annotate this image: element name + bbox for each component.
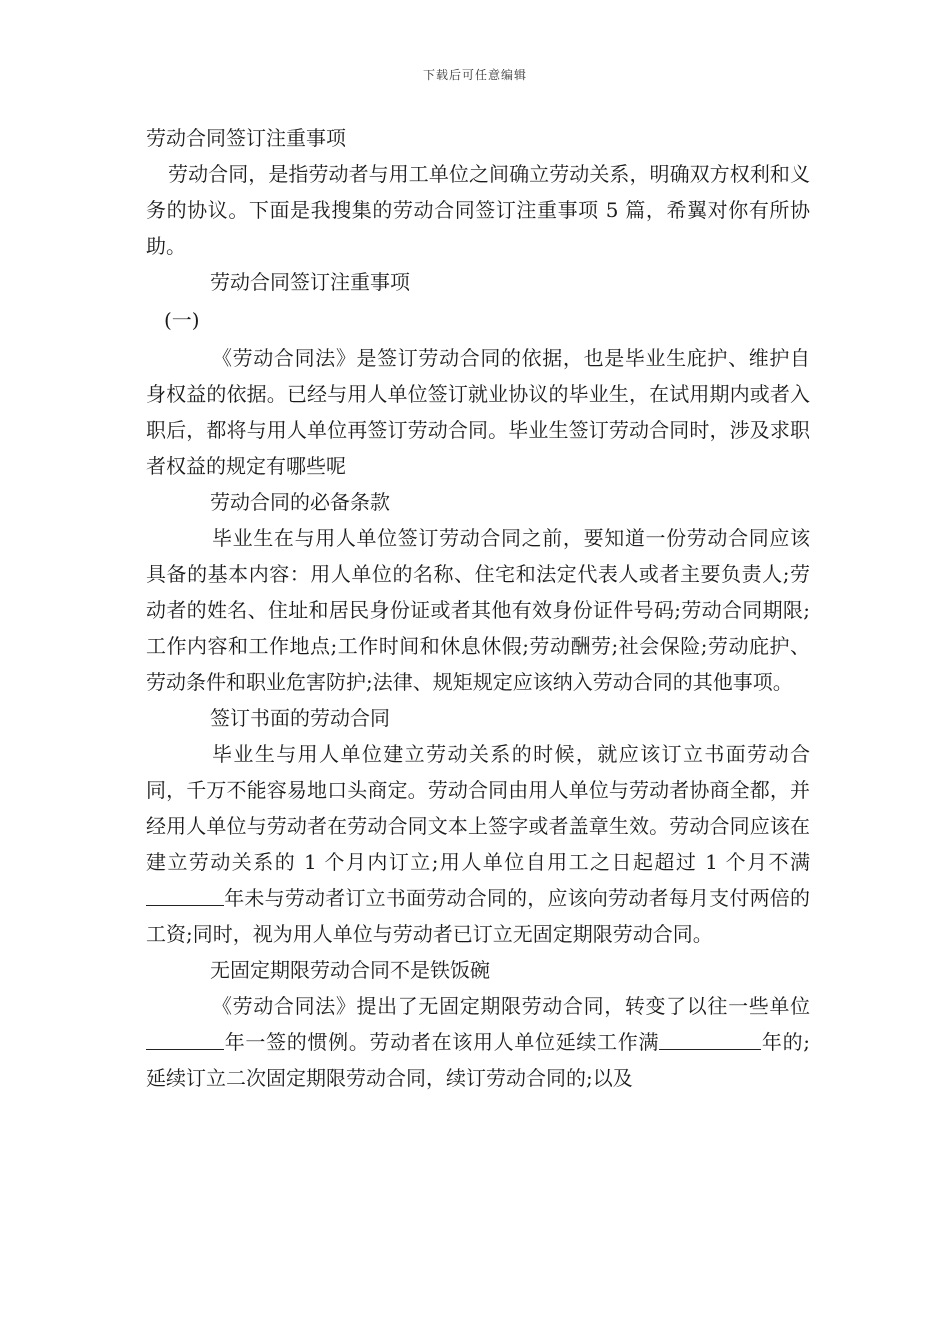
- paragraph-open-ended-contract: [146, 988, 810, 1096]
- heading-open-ended-contract: 无固定期限劳动合同不是铁饭碗: [210, 958, 490, 982]
- fill-in-blank: [709, 1029, 761, 1050]
- paragraph-written-contract: [146, 736, 810, 952]
- fill-in-blank: [659, 1029, 709, 1050]
- paragraph-mandatory-clauses: 毕业生在与用人单位签订劳动合同之前，要知道一份劳动合同应该具备的基本内容：用人单位的名称、住宅和法定代表人或者主要负责人;劳动者的姓名、住址和居民身份证或者其他有效身份证件号码;劳动合同期限;工作内容和工作地点;工作时间和休息休假;劳动酬劳;社会保险;劳动庇护、劳动条件和职业危害防护;法律、规矩规定应该纳入劳动合同的其他事项。: [146, 526, 810, 694]
- paragraph-legal-basis: 《劳动合同法》是签订劳动合同的依据，也是毕业生庇护、维护自身权益的依据。已经与用人单位签订就业协议的毕业生，在试用期内或者入职后，都将与用人单位再签订劳动合同。毕业生签订劳动合同时，涉及求职者权益的规定有哪些呢: [146, 346, 810, 478]
- section-marker: (一): [164, 308, 200, 332]
- heading-mandatory-clauses: 劳动合同的必备条款: [210, 490, 390, 514]
- document-body: [146, 120, 810, 1096]
- header-note: 下载后可任意编辑: [422, 68, 527, 82]
- paragraph-written-contract-part1: 毕业生与用人单位建立劳动关系的时候，就应该订立书面劳动合同，千万不能容易地口头商定。劳动合同由用人单位与劳动者协商全都，并经用人单位与劳动者在劳动合同文本上签字或者盖章生效。劳动合同应该在建立劳动关系的 1 个月内订立;用人单位自用工之日起超过 1 个月不满: [146, 742, 810, 874]
- heading-written-contract: 签订书面的劳动合同: [210, 706, 390, 730]
- document-subtitle: 劳动合同签订注重事项: [210, 270, 410, 294]
- paragraph-open-ended-part1: 《劳动合同法》提出了无固定期限劳动合同，转变了以往一些单位: [212, 994, 810, 1018]
- paragraph-open-ended-part2: 年一签的惯例。劳动者在该用人单位延续工作满: [224, 1030, 660, 1054]
- fill-in-blank: [146, 885, 224, 906]
- paragraph-written-contract-part2: 年未与劳动者订立书面劳动合同的，应该向劳动者每月支付两倍的工资;同时，视为用人单位与劳动者已订立无固定期限劳动合同。: [146, 886, 810, 946]
- intro-paragraph: 劳动合同，是指劳动者与用工单位之间确立劳动关系，明确双方权利和义务的协议。下面是我搜集的劳动合同签订注重事项 5 篇，希翼对你有所协助。: [146, 162, 810, 258]
- document-title: 劳动合同签订注重事项: [146, 126, 346, 150]
- paragraph-open-ended-part3: 年的;延续订立二次固定期限劳动合同，续订劳动合同的;以及: [146, 1030, 810, 1090]
- fill-in-blank: [146, 1029, 224, 1050]
